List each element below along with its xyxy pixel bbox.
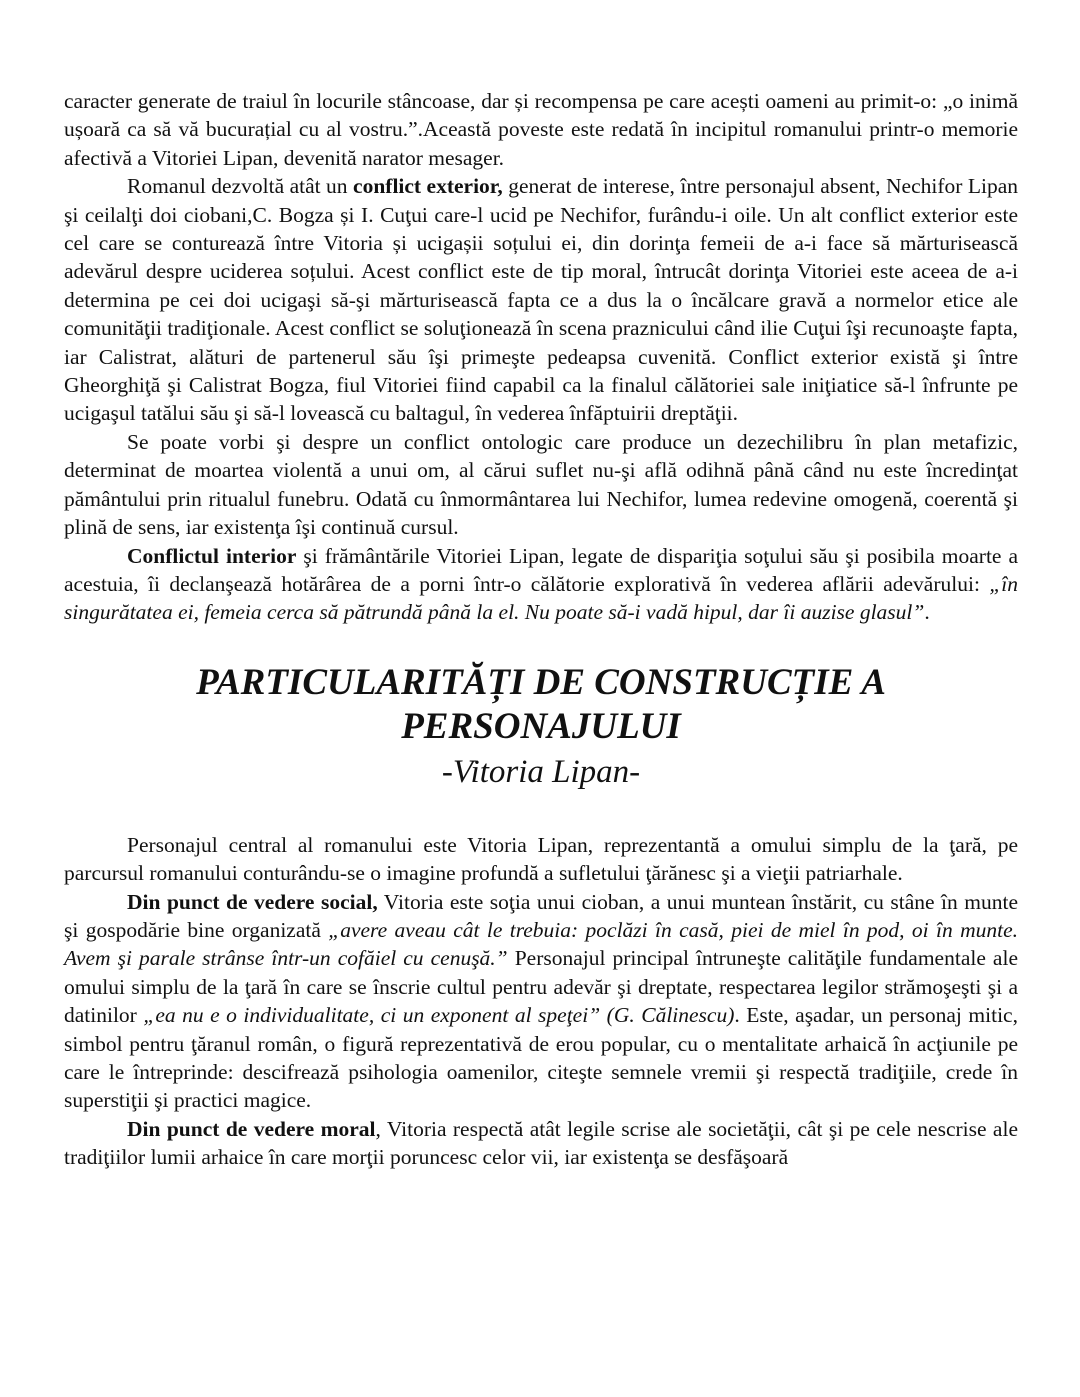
quote: „avere aveau cât le trebuia: poclăzi în casă, piei de miel în pod, oi în munte. Avem şi parale strânse într-un cofăiel cu cenuşă.” bbox=[64, 917, 1018, 971]
bold-term: Din punct de vedere moral bbox=[127, 1116, 376, 1141]
paragraph-intro: caracter generate de traiul în locurile stâncoase, dar și recompensa pe care acești oameni au primit-o: „o inimă ușoară ca să vă bucurațial cu al vostru.”.Această poveste este redată în incipitul romanului printr-o memorie afectivă a Vitoriei Lipan, devenită narator mesager. bbox=[64, 89, 1018, 170]
section-subtitle: -Vitoria Lipan- bbox=[441, 753, 641, 790]
document-page bbox=[64, 87, 1018, 1172]
quote: „o inimă ușoară ca să vă bucurațial cu al vostru.” bbox=[64, 89, 1018, 142]
paragraph-personaj-central: Personajul central al romanului este Vitoria Lipan, reprezentantă a omului simplu de la ţară, pe parcursul romanului conturându-se o imagine profundă a sufletului ţărănesc şi a vieţii patriarhale. bbox=[64, 832, 1018, 886]
quote: „în singurătatea ei, femeia cerca să pătrundă până la el. Nu poate să-i vadă hipul, dar îi auzise glasul” bbox=[64, 571, 1018, 625]
section-title-line-1: PARTICULARITĂȚI DE CONSTRUCȚIE A bbox=[196, 661, 886, 703]
bold-term: Din punct de vedere social, bbox=[127, 889, 378, 914]
quote: „ea nu e o individualitate, ci un exponent al speţei” (G. Călinescu) bbox=[143, 1003, 735, 1028]
paragraph-conflict-exterior: Romanul dezvoltă atât un conflict exterior, generat de interese, între personajul absent, Nechifor Lipan şi ceilalţi doi ciobani,C. Bogza și I. Cuţui care-l ucid pe Nechifor, furându-i oile. Un alt conflict exterior este cel care se conturează între Vitoria și ucigașii soțului ei, din dorinţa femeii de a-i face să mărturisească adevărul despre uciderea soțului. Acest conflict este de tip moral, întrucât dorinţa Vitoriei este aceea de a-i determina pe cei doi ucigaşi să-şi mărturisească fapta ce a dus la o încălcare gravă a normelor etice ale comunităţii tradiţionale. Acest conflict se soluţionează în scena praznicului când ilie Cuţui îşi recunoaşte fapta, iar Calistrat, alături de partenerul său îşi primeşte pedeapsa cuvenită. Conflict exterior există şi între Gheorghiţă şi Calistrat Bogza, fiul Vitoriei fiind capabil ca la finalul călătoriei sale iniţiatice să-l înfrunte pe ucigaşul tatălui său şi să-l lovească cu baltagul, în vederea înfăptuirii dreptăţii. bbox=[64, 174, 1019, 426]
section-body bbox=[64, 831, 1018, 1172]
paragraph-conflict-ontologic: Se poate vorbi şi despre un conflict ontologic care produce un dezechilibru în plan metafizic, determinat de moartea violentă a unui om, al cărui suflet nu-şi află odihnă până când nu este încredinţat pământului prin ritualul funebru. Odată cu înmormântarea lui Nechifor, lumea redevine omogenă, coerentă şi plină de sens, iar existenţa îşi continuă cursul. bbox=[64, 429, 1018, 540]
paragraph-conflict-interior: Conflictul interior şi frământările Vitoriei Lipan, legate de dispariţia soţului său şi posibila moarte a acestuia, îi declanşează hotărârea de a porni într-o călătorie explorativă în vederea aflării adevărului: „în singurătatea ei, femeia cerca să pătrundă până la el. Nu poate să-i vadă hipul, dar îi auzise glasul”. bbox=[64, 543, 1018, 625]
section-heading bbox=[64, 661, 1018, 795]
section-title-line-2: PERSONAJULUI bbox=[401, 705, 681, 747]
paragraph-social: Din punct de vedere social, Vitoria este soţia unui cioban, a unui muntean înstărit, cu stâne în munte şi gospodărie bine organizată „avere aveau cât le trebuia: poclăzi în casă, piei de miel în pod, oi în munte. Avem şi parale strânse într-un cofăiel cu cenuşă.” Personajul principal întruneşte calităţile fundamentale ale omului simplu de la ţară în care se înscrie cultul pentru adevăr şi dreptate, respectarea legilor strămoşeşti şi a datinilor „ea nu e o individualitate, ci un exponent al speţei” (G. Călinescu). Este, aşadar, un personaj mitic, simbol pentru ţăranul român, o figură reprezentativă de erou popular, cu o mentalitate arhaică în acţiunile pe care le întreprinde: descifrează psihologia oamenilor, citeşte semnele vremii şi respectă tradiţiile, crede în superstiţii şi practici magice. bbox=[64, 889, 1018, 1113]
bold-term: conflict exterior, bbox=[353, 174, 503, 199]
bold-term: Conflictul interior bbox=[127, 543, 297, 568]
paragraph-moral: Din punct de vedere moral, Vitoria respectă atât legile scrise ale societăţii, cât şi pe cele nescrise ale tradiţiilor lumii arhaice în care morţii poruncesc celor vii, iar existenţa se desfăşoară bbox=[64, 1116, 1018, 1170]
